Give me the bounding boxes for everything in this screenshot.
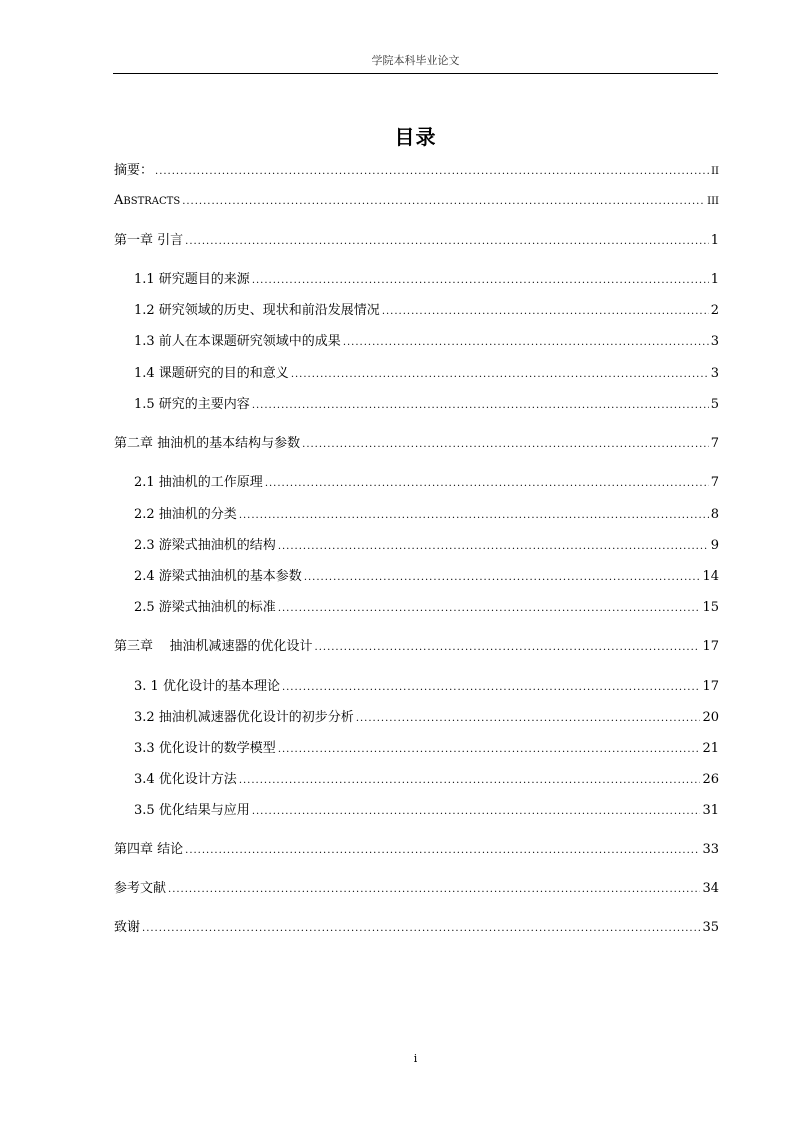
toc-entry-abstract-en[interactable] [114,191,719,211]
toc-label: 参考文献 [114,881,167,896]
toc-page: 35 [702,920,719,935]
toc-entry-chapter-4[interactable] [114,840,719,860]
toc-label: 3.2 抽油机减速器优化设计的初步分析 [134,710,354,725]
toc-page: 5 [710,397,719,412]
leader-dots [252,271,709,291]
toc-page: II [711,166,719,177]
toc-entry-1-5[interactable] [134,395,719,415]
toc-label [114,191,180,212]
toc-label: 3.4 优化设计方法 [134,772,237,787]
toc-label: 1.2 研究领域的历史、现状和前沿发展情况 [134,303,380,318]
toc-entry-1-1[interactable] [134,270,719,290]
toc-page: 14 [702,569,719,584]
toc-label: 1.5 研究的主要内容 [134,397,250,412]
toc-label: 3.3 优化设计的数学模型 [134,741,276,756]
leader-dots [356,709,701,729]
toc-label: 1.4 课题研究的目的和意义 [134,366,289,381]
leader-dots [302,435,709,455]
toc-label: 致谢 [114,920,141,935]
leader-dots [291,365,709,385]
leader-dots [304,568,701,588]
leader-dots [185,232,709,252]
toc-label: 第一章 引言 [114,233,184,248]
toc-entry-3-3[interactable] [134,739,719,759]
leader-dots [315,638,701,658]
leader-dots [278,740,701,760]
toc-label: 1.1 研究题目的来源 [134,272,250,287]
toc-entry-1-3[interactable] [134,332,719,352]
leader-dots [252,396,709,416]
toc-page: III [707,196,719,207]
toc-label: 2.1 抽油机的工作原理 [134,475,263,490]
page-number: i [413,1052,418,1065]
leader-dots [343,333,709,353]
toc-page: 20 [702,710,719,725]
toc-entry-chapter-2[interactable] [114,434,719,454]
toc-label: 3.5 优化结果与应用 [134,803,250,818]
leader-dots [282,678,701,698]
toc-page: 2 [710,303,719,318]
toc-page: 3 [710,366,719,381]
toc-entry-2-2[interactable] [134,505,719,525]
toc-entry-3-2[interactable] [134,708,719,728]
leader-dots [252,802,701,822]
toc-page: 21 [702,741,719,756]
toc-page: 34 [702,881,719,896]
toc-entry-abstract-cn[interactable] [114,161,719,181]
leader-dots [278,599,701,619]
toc-page: 9 [710,538,719,553]
toc-label: 2.5 游梁式抽油机的标准 [134,600,276,615]
toc-page: 1 [710,272,719,287]
toc-label: 第四章 结论 [114,842,184,857]
leader-dots [265,474,709,494]
toc-entry-3-1[interactable] [134,677,719,697]
toc-label: 第三章 抽油机减速器的优化设计 [114,639,313,654]
toc-label: 2.4 游梁式抽油机的基本参数 [134,569,302,584]
toc-label: 3. 1 优化设计的基本理论 [134,679,280,694]
toc-label: 摘要： [114,163,154,178]
toc-page: 33 [702,842,719,857]
toc-entry-1-2[interactable] [134,301,719,321]
toc-page: 8 [710,507,719,522]
toc-entry-acknowledgements[interactable] [114,918,719,938]
toc-label: 2.3 游梁式抽油机的结构 [134,538,276,553]
toc-entry-3-4[interactable] [134,770,719,790]
leader-dots [278,537,709,557]
toc-label-rest: BSTRACTS [123,196,181,207]
toc-page: 31 [702,803,719,818]
toc-entry-chapter-3[interactable] [114,637,719,657]
toc-page: 7 [710,475,719,490]
leader-dots [142,919,700,939]
leader-dots [239,506,709,526]
header-rule [113,73,718,74]
toc-page: 7 [710,436,719,451]
toc-label: 第二章 抽油机的基本结构与参数 [114,436,301,451]
leader-dots [239,771,701,791]
toc-entry-chapter-1[interactable] [114,231,719,251]
page-title: 目录 [394,125,437,149]
toc-entry-2-4[interactable] [134,567,719,587]
toc-page: 1 [710,233,719,248]
toc-label-initial: A [114,193,124,208]
toc-page: 17 [702,639,719,654]
leader-dots [182,192,705,212]
toc-page: 17 [702,679,719,694]
toc-page: 15 [702,600,719,615]
toc-page: 26 [702,772,719,787]
toc-entry-1-4[interactable] [134,364,719,384]
toc-entry-references[interactable] [114,879,719,899]
leader-dots [382,302,709,322]
toc-entry-2-5[interactable] [134,598,719,618]
toc-page: 3 [710,334,719,349]
toc-entry-2-1[interactable] [134,473,719,493]
toc-entry-3-5[interactable] [134,801,719,821]
toc-entry-2-3[interactable] [134,536,719,556]
toc-label: 1.3 前人在本课题研究领域中的成果 [134,334,341,349]
leader-dots [168,880,700,900]
running-header: 学院本科毕业论文 [371,54,460,67]
leader-dots [155,162,709,182]
toc-label: 2.2 抽油机的分类 [134,507,237,522]
leader-dots [185,841,700,861]
